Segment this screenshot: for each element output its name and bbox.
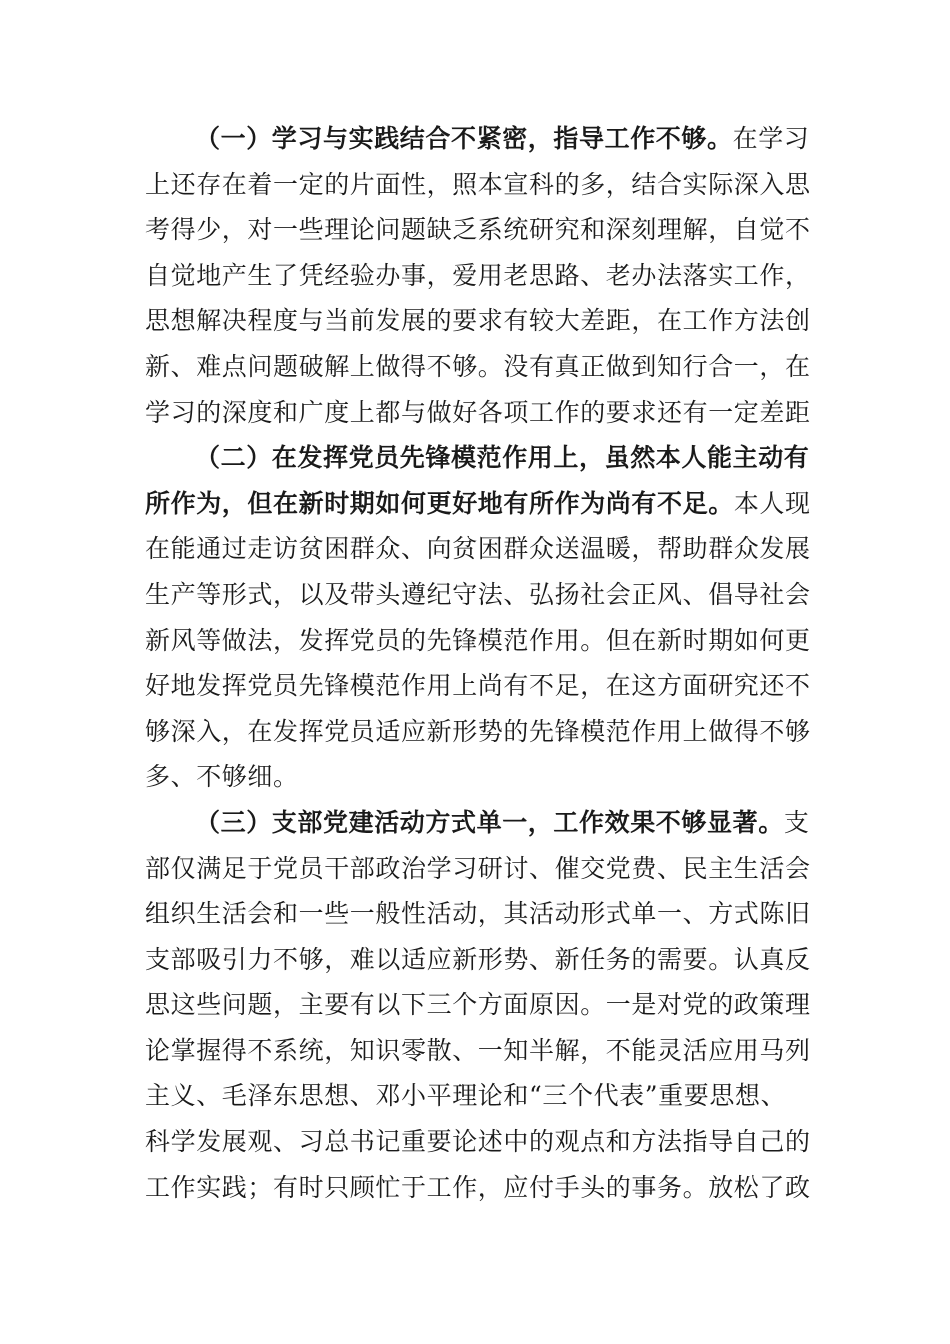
text-line-7: 学习的深度和广度上都与做好各项工作的要求还有一定差距 — [145, 397, 811, 427]
text-line-21: 论掌握得不系统，知识零散、一知半解，不能灵活应用马列 — [145, 1035, 811, 1065]
section-heading-1: （一）学习与实践结合不紧密，指导工作不够。 — [195, 124, 733, 153]
text-line-11: 生产等形式，以及带头遵纪守法、弘扬社会正风、倡导社会 — [145, 579, 811, 609]
text-line-17: 部仅满足于党员干部政治学习研讨、催交党费、民主生活会 — [145, 853, 811, 883]
line-text: 支 — [783, 807, 810, 837]
text-line-9 — [145, 481, 811, 527]
section-heading-2-cont: 所作为，但在新时期如何更好地有所作为尚有不足。 — [145, 488, 734, 518]
text-line-5: 思想解决程度与当前发展的要求有较大差距，在工作方法创 — [145, 306, 811, 336]
text-line-14: 够深入，在发挥党员适应新形势的先锋模范作用上做得不够 — [145, 716, 811, 746]
text-line-13: 好地发挥党员先锋模范作用上尚有不足，在这方面研究还不 — [145, 671, 811, 701]
text-line-18: 组织生活会和一些一般性活动，其活动形式单一、方式陈旧 — [145, 899, 811, 929]
text-line-19: 支部吸引力不够，难以适应新形势、新任务的需要。认真反 — [145, 944, 811, 974]
text-line-22: 主义、毛泽东思想、邓小平理论和“三个代表”重要思想、 — [145, 1081, 787, 1111]
text-line-1 — [145, 116, 811, 162]
line-text: 在学习 — [732, 124, 810, 153]
text-line-4: 自觉地产生了凭经验办事，爱用老思路、老办法落实工作， — [145, 260, 811, 290]
text-line-2: 上还存在着一定的片面性，照本宣科的多，结合实际深入思 — [145, 169, 811, 199]
text-line-12: 新风等做法，发挥党员的先锋模范作用。但在新时期如何更 — [145, 625, 811, 655]
text-line-15: 多、不够细。 — [145, 762, 299, 792]
text-line-20: 思这些问题，主要有以下三个方面原因。一是对党的政策理 — [145, 990, 811, 1020]
text-line-23: 科学发展观、习总书记重要论述中的观点和方法指导自己的 — [145, 1127, 811, 1157]
text-line-10: 在能通过走访贫困群众、向贫困群众送温暖，帮助群众发展 — [145, 534, 811, 564]
text-line-6: 新、难点问题破解上做得不够。没有真正做到知行合一，在 — [145, 351, 811, 381]
line-text: 本人现 — [733, 488, 811, 518]
text-line-16 — [145, 800, 811, 846]
text-line-8 — [145, 435, 811, 481]
text-line-24: 工作实践；有时只顾忙于工作，应付手头的事务。放松了政 — [145, 1172, 811, 1202]
section-heading-3: （三）支部党建活动方式单一，工作效果不够显著。 — [195, 807, 784, 837]
text-line-3: 考得少，对一些理论问题缺乏系统研究和深刻理解，自觉不 — [145, 215, 811, 245]
section-heading-2: （二）在发挥党员先锋模范作用上，虽然本人能主动有 — [195, 443, 810, 473]
body-text — [145, 116, 811, 1210]
